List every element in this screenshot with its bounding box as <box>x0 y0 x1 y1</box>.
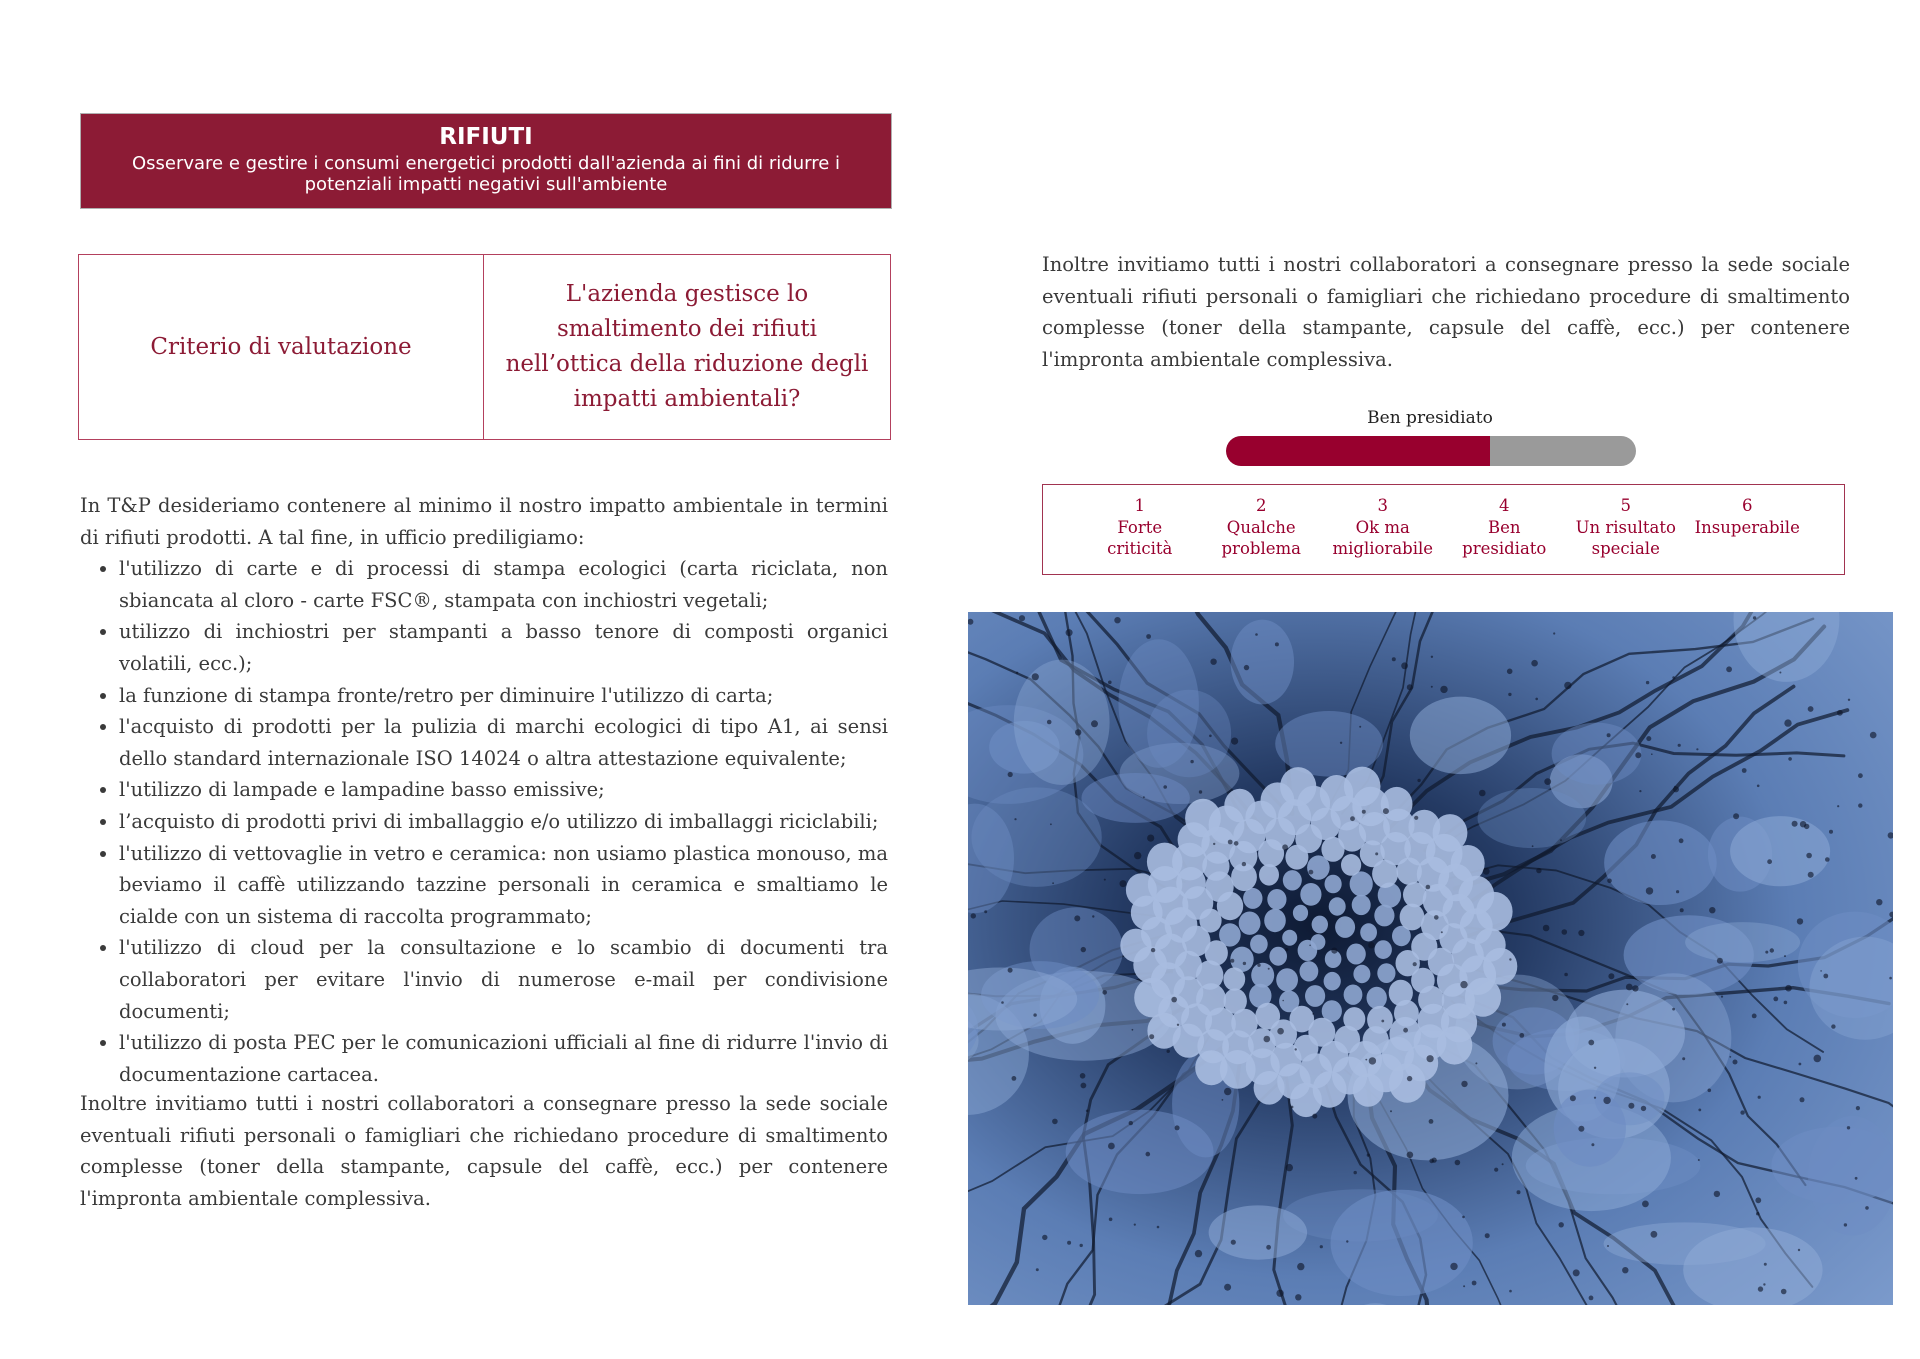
evaluation-criteria-table <box>78 254 891 440</box>
scale-text: Forte <box>1117 517 1163 537</box>
criteria-question: L'azienda gestisce lo smaltimento dei rifiuti nell’ottica della riduzione degli impatti ambientali? <box>505 281 869 412</box>
scale-text: speciale <box>1591 539 1660 558</box>
closing-paragraph-left: Inoltre invitiamo tutti i nostri collaboratori a consegnare presso la sede sociale eventuali rifiuti personali o famigliari che richiedano procedure di smaltimento complesse (toner della stampante, capsule del caffè, ecc.) per contenere l'impronta ambientale complessiva. <box>80 1092 888 1210</box>
section-title: RIFIUTI <box>439 124 533 150</box>
list-item: • la funzione di stampa fronte/retro per diminuire l'utilizzo di carta; <box>119 680 888 712</box>
scale-text: migliorabile <box>1332 539 1434 558</box>
section-subtitle: Osservare e gestire i consumi energetici prodotti dall'azienda ai fini di ridurre i potenziali impatti negativi sull'ambiente <box>131 153 841 195</box>
scale-item-6 <box>1687 495 1809 574</box>
list-item: • l'acquisto di prodotti per la pulizia di marchi ecologici di tipo A1, ai sensi dello standard internazionale ISO 14024 o altra attestazione equivalente; <box>119 711 888 774</box>
rating-progress-bar <box>1226 436 1636 466</box>
scale-text: Ok ma <box>1355 517 1410 537</box>
painting-image <box>968 612 1893 1305</box>
scale-item-4 <box>1444 495 1566 574</box>
practices-list <box>80 553 888 1090</box>
rating-progress-fill <box>1226 436 1490 466</box>
list-item: • l'utilizzo di cloud per la consultazione e lo scambio di documenti tra collaboratori per evitare l'invio di numerose e-mail per condivisione documenti; <box>119 932 888 1027</box>
rating-scale <box>1042 484 1845 575</box>
intro-paragraph: In T&P desideriamo contenere al minimo il nostro impatto ambientale in termini di rifiuti prodotti. A tal fine, in ufficio prediligiamo: <box>80 494 888 549</box>
scale-item-5 <box>1565 495 1687 574</box>
closing-paragraph-right: Inoltre invitiamo tutti i nostri collaboratori a consegnare presso la sede sociale eventuali rifiuti personali o famigliari che richiedano procedure di smaltimento complesse (toner della stampante, capsule del caffè, ecc.) per contenere l'impronta ambientale complessiva. <box>1042 253 1850 371</box>
list-item: • l’acquisto di prodotti privi di imballaggio e/o utilizzo di imballaggi riciclabili; <box>119 806 888 838</box>
scale-item-3 <box>1322 495 1444 574</box>
scale-number: 6 <box>1742 496 1753 515</box>
scale-text: presidiato <box>1462 539 1547 558</box>
scale-text: Insuperabile <box>1694 517 1800 537</box>
scale-text: Un risultato <box>1575 517 1676 537</box>
section-header-banner <box>80 113 892 209</box>
list-item: • l'utilizzo di carte e di processi di stampa ecologici (carta riciclata, non sbiancata al cloro - carte FSC®, stampata con inchiostri vegetali; <box>119 553 888 616</box>
scale-item-1 <box>1079 495 1201 574</box>
scale-text: problema <box>1221 539 1301 558</box>
scale-number: 1 <box>1134 496 1145 515</box>
scale-text: Qualche <box>1226 517 1296 537</box>
rating-label: Ben presidiato <box>1367 408 1493 428</box>
list-item: • l'utilizzo di vettovaglie in vetro e ceramica: non usiamo plastica monouso, ma beviamo il caffè utilizzando tazzine personali in ceramica e smaltiamo le cialde con un sistema di raccolta programmato; <box>119 838 888 933</box>
scale-text: Ben <box>1487 517 1521 537</box>
scale-number: 4 <box>1499 496 1510 515</box>
list-item: • l'utilizzo di posta PEC per le comunicazioni ufficiali al fine di ridurre l'invio di documentazione cartacea. <box>119 1027 888 1090</box>
criteria-label: Criterio di valutazione <box>79 255 484 439</box>
list-item: • utilizzo di inchiostri per stampanti a basso tenore di composti organici volatili, ecc.); <box>119 616 888 679</box>
scale-item-2 <box>1201 495 1323 574</box>
left-text-column <box>80 490 888 1210</box>
scale-number: 2 <box>1256 496 1267 515</box>
scale-number: 5 <box>1620 496 1631 515</box>
scale-number: 3 <box>1377 496 1388 515</box>
abstract-blue-painting <box>968 612 1893 1305</box>
list-item: • l'utilizzo di lampade e lampadine basso emissive; <box>119 774 888 806</box>
scale-text: criticità <box>1107 539 1173 558</box>
